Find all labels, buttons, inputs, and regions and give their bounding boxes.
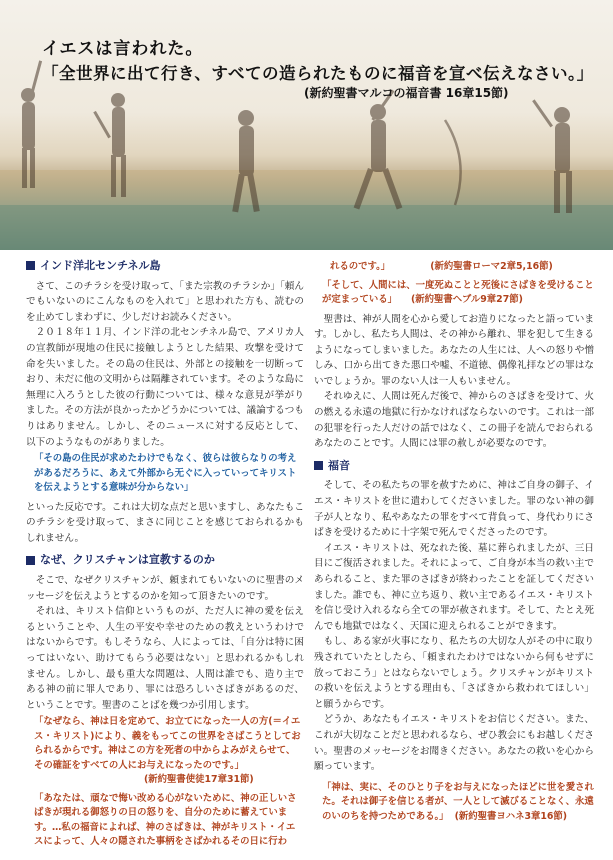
paragraph: ２０１８年１１月、インド洋の北センチネル島で、アメリカ人の宣教師が現地の住民に接触しようとした結果、攻撃を受けて命を失いました。その島の住民は、外部との接触を一切断っており、未だに他の文明からは隔離されています。そのような島に無理に入ろうとした彼の行動については、様々な意見が挙がりました。その方法が良かったかどうかについては、議論するつもりはありません。しかし、そのニュースに対する反応として、以下のようなものがありました。 [26, 327, 304, 448]
scripture-quote-continued: れるのです。」 (新約聖書ローマ2章5,16節) [330, 261, 553, 272]
square-bullet-icon [26, 261, 35, 270]
paragraph: それゆえに、人間は死んだ後で、神からのさばきを受けて、火の燃える永遠の地獄に行かなければならないのです。これは一部の犯罪を行った人だけの話ではなく、この冊子を読んでおられるあなたのことです。人間には罪の赦しが必要なのです。 [314, 391, 594, 450]
reaction-quote: 「その島の住民が求めたわけでもなく、彼らは彼らなりの考えがあるだろうに、あえて外部から无ぐに入っていってキリストを伝えようとする意味が分からない」 [34, 453, 297, 494]
section-heading-sentinel: インド洋北センチネル島 [26, 258, 304, 274]
page-title: イエスは言われた。 [42, 39, 204, 59]
paragraph: そして、その私たちの罪を赦すために、神はご自身の御子、イエス・キリストを世に遣わしてくださいました。罪のない神の御子が人となり、私やあなたの罪をすべて背負って、身代わりにさばきを受けるために十字架で死んでくださったのです。 [314, 480, 594, 539]
header-quote-reference: (新約聖書マルコの福音書 16章15節) [304, 86, 509, 100]
header-quote: 「全世界に出て行き、すべての造られたものに福音を宣べ伝えなさい。」 [42, 64, 594, 83]
paragraph: さて、このチラシを受け取って、「また宗教のチラシか」「頼んでもいないのにこんなものを入れて」と思われた方も、読むのを止めてしまわずに、少しだけお読みください。 [26, 280, 304, 323]
paragraph: それは、キリスト信仰というものが、ただ人に神の愛を伝えるということや、人生の平安や幸せのための教えというわけではないからです。もしそうなら、人によっては、「自分は特に困ってはいない、助けてもらう必要はない」と思われるかもしれません。しかし、最も重大な問題は、人間は誰でも、造り主である神の前に罪人であり、罪には恐ろしいさばきがあるのだ、ということです。聖書のことばを幾つか引用します。 [26, 606, 304, 711]
square-bullet-icon [26, 556, 35, 565]
scripture-quote: 「神は、実に、そのひとり子をお与えになったほどに世を愛された。それは御子を信じる者が、一人として滅びることなく、永遠のいのちを持つためである。」 (新約聖書ヨハネ3章16節) [322, 781, 594, 822]
paragraph: 聖書は、神が人間を心から愛してお造りになったと語っています。しかし、私たち人間は、その神から離れ、罪を犯して生きるようになってしまいました。あなたの人生には、人への怒りや憎しみ、口から出てきた悪口や嘘、不道徳、偶像礼拝などの罪はないでしょうか。罪のない人は一人もいません。 [314, 313, 594, 387]
header-photo [0, 0, 613, 250]
section-heading-why-mission: なぜ、クリスチャンは宣教するのか [26, 552, 304, 568]
paragraph: といった反応です。これは大切な点だと思いますし、あなたもこのチラシを受け取って、まさに同じことを感じておられるかもしれません。 [26, 501, 304, 544]
paragraph: もし、ある家が火事になり、私たちの大切な人がその中に取り残されていたとしたら、「頼まれたわけではないから何もせずに放っておこう」とはならないでしょう。クリスチャンがキリストの救いを伝えようとする理由も、「さばきから救われてほしい」と願うからです。 [314, 636, 594, 710]
left-column [26, 258, 304, 854]
scripture-quote: 「なぜなら、神は日を定めて、お立てになった一人の方(＝イエス・キリスト)により、義をもってこの世界をさばこうとしておられるからです。神はこの方を死者の中からよみがえらせて、その確証をすべての人にお与えになったのです。」 (新約聖書使徒17章31節) [34, 716, 301, 786]
scripture-quote: 「そして、人間には、一度死ぬことと死後にさばきを受けることが定まっている」 (新約聖書ヘブル9章27節) [322, 279, 594, 305]
section-heading-gospel: 福音 [314, 458, 594, 474]
paragraph: イエス・キリストは、死なれた後、墓に葬られましたが、三日目にご復活されました。それによって、ご自身が本当の救い主であられること、また罪のさばきが終わったことを証してくださいました。誰でも、神に立ち返り、救い主であるイエス・キリストを信じ受け入れるなら全ての罪が赦されます。そして、たとえ死んでも地獄ではなく、天国に迎えられることができます。 [314, 542, 594, 632]
right-column [314, 258, 594, 828]
square-bullet-icon [314, 461, 323, 470]
scripture-quote: 「あなたは、頑なで悔い改める心がないために、神の正しいさばきが現れる御怒りの日の怒りを、自分のために蓄えています。…私の福音によれば、神のさばきは、神がキリスト・イエスによって、人々の隠された事柄をさばかれるその日に行わ [34, 792, 297, 848]
paragraph: そこで、なぜクリスチャンが、頼まれてもいないのに聖書のメッセージを伝えようとするのかを知って頂きたいのです。 [26, 575, 304, 602]
paragraph: どうか、あなたもイエス・キリストをお信じください。また、これが大切なことだと思われるなら、ぜひ教会にもお越しください。聖書のメッセージをお聞きください。あなたの救いを心から願っています。 [314, 714, 594, 773]
